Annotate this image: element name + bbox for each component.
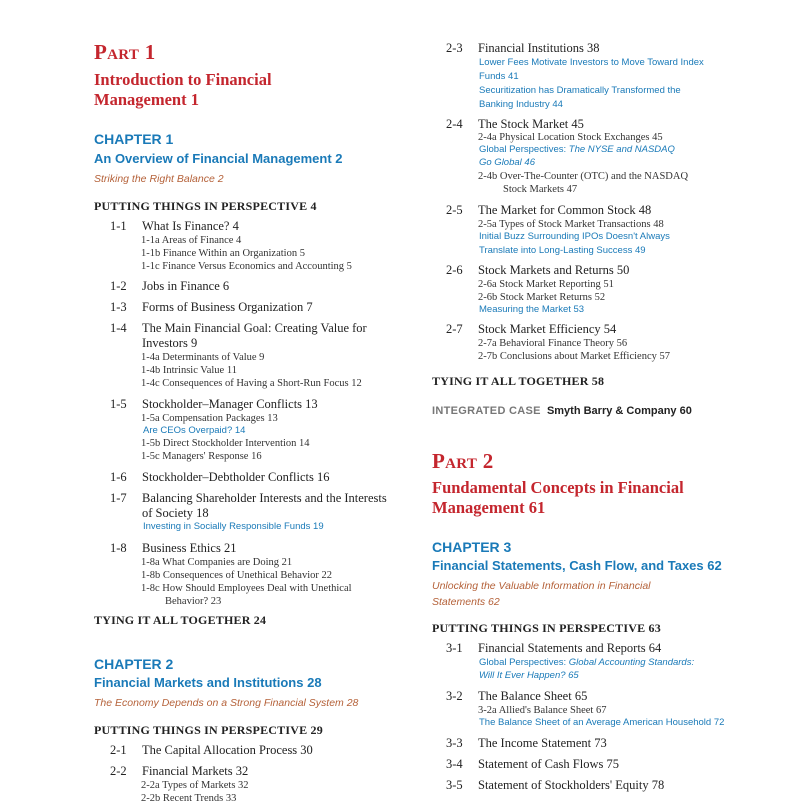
part-1-label: Part 1 (94, 40, 156, 64)
feature-box-title: Global Accounting Standards: (568, 657, 695, 668)
toc-entry-text: Financial Institutions 38 (478, 41, 600, 55)
toc-entry-number: 1-3 (110, 300, 127, 314)
feature-box-ipo-buzz[interactable]: Initial Buzz Surrounding IPOs Doesn't Always Translate into Long-Lasting Success 49 (479, 231, 670, 256)
part-1-title (94, 70, 354, 110)
toc-entry-text: What Is Finance? 4 (142, 219, 239, 233)
feature-box-household-balance-sheet[interactable]: The Balance Sheet of an Average American Household 72 (479, 717, 725, 728)
toc-entry-number: 2-1 (110, 743, 127, 757)
toc-subentry-1-4c[interactable]: 1-4c Consequences of Having a Short-Run Focus 12 (141, 378, 362, 389)
toc-subentry-2-7a[interactable]: 2-7a Behavioral Finance Theory 56 (478, 338, 628, 349)
part-2-label: Part 2 (432, 449, 494, 473)
toc-entry-text: Financial Statements and Reports 64 (478, 641, 662, 655)
toc-subentry-2-6b[interactable]: 2-6b Stock Market Returns 52 (478, 292, 606, 303)
toc-entry-number: 1-7 (110, 491, 127, 505)
part-2-title-line2: Management 61 (432, 498, 546, 517)
toc-subentry-2-4b-continued[interactable]: Stock Markets 47 (503, 184, 578, 195)
part-2-title-line1: Fundamental Concepts in Financial (432, 478, 684, 497)
toc-entry-text: The Income Statement 73 (478, 736, 607, 750)
chapter-3-label: CHAPTER 3 (432, 539, 512, 555)
toc-subentry-1-1a[interactable]: 1-1a Areas of Finance 4 (141, 235, 242, 246)
toc-entry-text: The Balance Sheet 65 (478, 689, 588, 703)
part-1-title-line2: Management 1 (94, 90, 199, 109)
chapter-2-title[interactable]: Financial Markets and Institutions 28 (94, 675, 322, 690)
toc-entry-number: 1-6 (110, 470, 127, 484)
toc-entry-number: 1-2 (110, 279, 127, 293)
toc-entry-number: 3-2 (446, 689, 463, 703)
part-1-title-line1: Introduction to Financial (94, 70, 272, 89)
toc-entry-text: The Main Financial Goal: Creating Value for Investors 9 (142, 321, 367, 350)
toc-entry-text: The Stock Market 45 (478, 117, 584, 131)
toc-subentry-3-2a[interactable]: 3-2a Allied's Balance Sheet 67 (478, 705, 607, 716)
toc-subentry-2-5a[interactable]: 2-5a Types of Stock Market Transactions 48 (478, 219, 664, 230)
toc-subentry-2-4a[interactable]: 2-4a Physical Location Stock Exchanges 45 (478, 132, 663, 143)
toc-entry-number: 2-6 (446, 263, 463, 277)
chapter-2-tagline: The Economy Depends on a Strong Financial System 28 (94, 697, 359, 709)
toc-subentry-1-1c[interactable]: 1-1c Finance Versus Economics and Accounting 5 (141, 261, 352, 272)
toc-entry-number: 3-4 (446, 757, 463, 771)
toc-subentry-1-4b[interactable]: 1-4b Intrinsic Value 11 (141, 365, 237, 376)
toc-subentry-1-5c[interactable]: 1-5c Managers' Response 16 (141, 451, 262, 462)
integrated-case-label: INTEGRATED CASE (432, 405, 541, 417)
integrated-case-name: Smyth Barry & Company 60 (546, 405, 692, 417)
chapter-3-title[interactable]: Financial Statements, Cash Flow, and Taxes 62 (432, 558, 722, 573)
feature-box-nyse-nasdaq[interactable] (479, 143, 675, 157)
toc-subentry-2-2b[interactable]: 2-2b Recent Trends 33 (141, 793, 237, 804)
toc-subentry-1-4a[interactable]: 1-4a Determinants of Value 9 (141, 352, 265, 363)
feature-box-ceos[interactable]: Are CEOs Overpaid? 14 (143, 425, 246, 436)
feature-box-title: The NYSE and NASDAQ (568, 144, 675, 155)
toc-entry-text: The Capital Allocation Process 30 (142, 743, 313, 757)
toc-subentry-1-8b[interactable]: 1-8b Consequences of Unethical Behavior 22 (141, 570, 332, 581)
toc-subentry-2-7b[interactable]: 2-7b Conclusions about Market Efficiency 57 (478, 351, 670, 362)
toc-subentry-1-8a[interactable]: 1-8a What Companies are Doing 21 (141, 557, 293, 568)
chapter-3-tagline: Unlocking the Valuable Information in Financial Statements 62 (432, 580, 651, 608)
toc-entry-number: 3-5 (446, 778, 463, 792)
toc-subentry-2-2a[interactable]: 2-2a Types of Markets 32 (141, 780, 249, 791)
chapter-2-perspective: PUTTING THINGS IN PERSPECTIVE 29 (94, 723, 323, 737)
toc-entry-text: Stockholder–Manager Conflicts 13 (142, 397, 318, 411)
chapter-2-label: CHAPTER 2 (94, 656, 174, 672)
toc-entry-number: 3-1 (446, 641, 463, 655)
part-2-title (432, 478, 762, 518)
feature-box-index-funds[interactable]: Lower Fees Motivate Investors to Move Toward Index Funds 41 (479, 57, 704, 82)
toc-entry-number: 1-4 (110, 321, 127, 335)
toc-entry-text: Business Ethics 21 (142, 541, 237, 555)
toc-entry-1-4[interactable] (110, 321, 410, 351)
toc-entry-number: 1-1 (110, 219, 127, 233)
toc-entry-text: Jobs in Finance 6 (142, 279, 230, 293)
feature-box-prefix: Global Perspectives: (479, 657, 567, 668)
toc-subentry-1-8c-continued[interactable]: Behavior? 23 (165, 596, 222, 607)
chapter-1-tagline: Striking the Right Balance 2 (94, 173, 224, 185)
feature-box-prefix: Global Perspectives: (479, 144, 567, 155)
chapter-1-tying-together[interactable]: TYING IT ALL TOGETHER 24 (94, 613, 267, 627)
chapter-1-title[interactable]: An Overview of Financial Management 2 (94, 151, 343, 166)
toc-entry-number: 2-2 (110, 764, 127, 778)
feature-box-socially-responsible[interactable]: Investing in Socially Responsible Funds 19 (143, 521, 324, 532)
toc-subentry-2-6a[interactable]: 2-6a Stock Market Reporting 51 (478, 279, 614, 290)
toc-entry-text: Forms of Business Organization 7 (142, 300, 313, 314)
toc-entry-text: Statement of Stockholders' Equity 78 (478, 778, 665, 792)
toc-entry-number: 2-3 (446, 41, 463, 55)
feature-box-measuring-market[interactable]: Measuring the Market 53 (479, 304, 585, 315)
feature-box-accounting-standards[interactable] (479, 656, 694, 670)
feature-box-accounting-standards-continued[interactable]: Will It Ever Happen? 65 (479, 670, 579, 681)
toc-entry-text: Stock Markets and Returns 50 (478, 263, 630, 277)
toc-entry-number: 2-7 (446, 322, 463, 336)
toc-entry-number: 2-5 (446, 203, 463, 217)
toc-entry-text: Financial Markets 32 (142, 764, 249, 778)
chapter-2-tying-together[interactable]: TYING IT ALL TOGETHER 58 (432, 374, 605, 388)
integrated-case[interactable] (432, 405, 692, 417)
toc-entry-number: 3-3 (446, 736, 463, 750)
toc-subentry-2-4b[interactable]: 2-4b Over-The-Counter (OTC) and the NASDAQ (478, 171, 689, 182)
toc-entry-text: Statement of Cash Flows 75 (478, 757, 619, 771)
toc-entry-number: 1-8 (110, 541, 127, 555)
toc-subentry-1-5b[interactable]: 1-5b Direct Stockholder Intervention 14 (141, 438, 310, 449)
toc-subentry-1-5a[interactable]: 1-5a Compensation Packages 13 (141, 413, 278, 424)
chapter-1-label: CHAPTER 1 (94, 131, 174, 147)
toc-subentry-1-8c[interactable]: 1-8c How Should Employees Deal with Unethical (141, 583, 352, 594)
toc-entry-text: Stock Market Efficiency 54 (478, 322, 617, 336)
feature-box-nyse-nasdaq-continued[interactable]: Go Global 46 (479, 157, 535, 168)
feature-box-securitization[interactable]: Securitization has Dramatically Transformed the Banking Industry 44 (479, 85, 681, 110)
chapter-1-perspective: PUTTING THINGS IN PERSPECTIVE 4 (94, 199, 317, 213)
toc-entry-text: The Market for Common Stock 48 (478, 203, 652, 217)
toc-entry-text: Stockholder–Debtholder Conflicts 16 (142, 470, 330, 484)
toc-entry-number: 1-5 (110, 397, 127, 411)
toc-entry-number: 2-4 (446, 117, 463, 131)
toc-subentry-1-1b[interactable]: 1-1b Finance Within an Organization 5 (141, 248, 305, 259)
chapter-3-perspective: PUTTING THINGS IN PERSPECTIVE 63 (432, 621, 661, 635)
toc-entry-1-7[interactable] (110, 491, 410, 521)
toc-entry-text: Balancing Shareholder Interests and the Interests of Society 18 (142, 491, 387, 520)
